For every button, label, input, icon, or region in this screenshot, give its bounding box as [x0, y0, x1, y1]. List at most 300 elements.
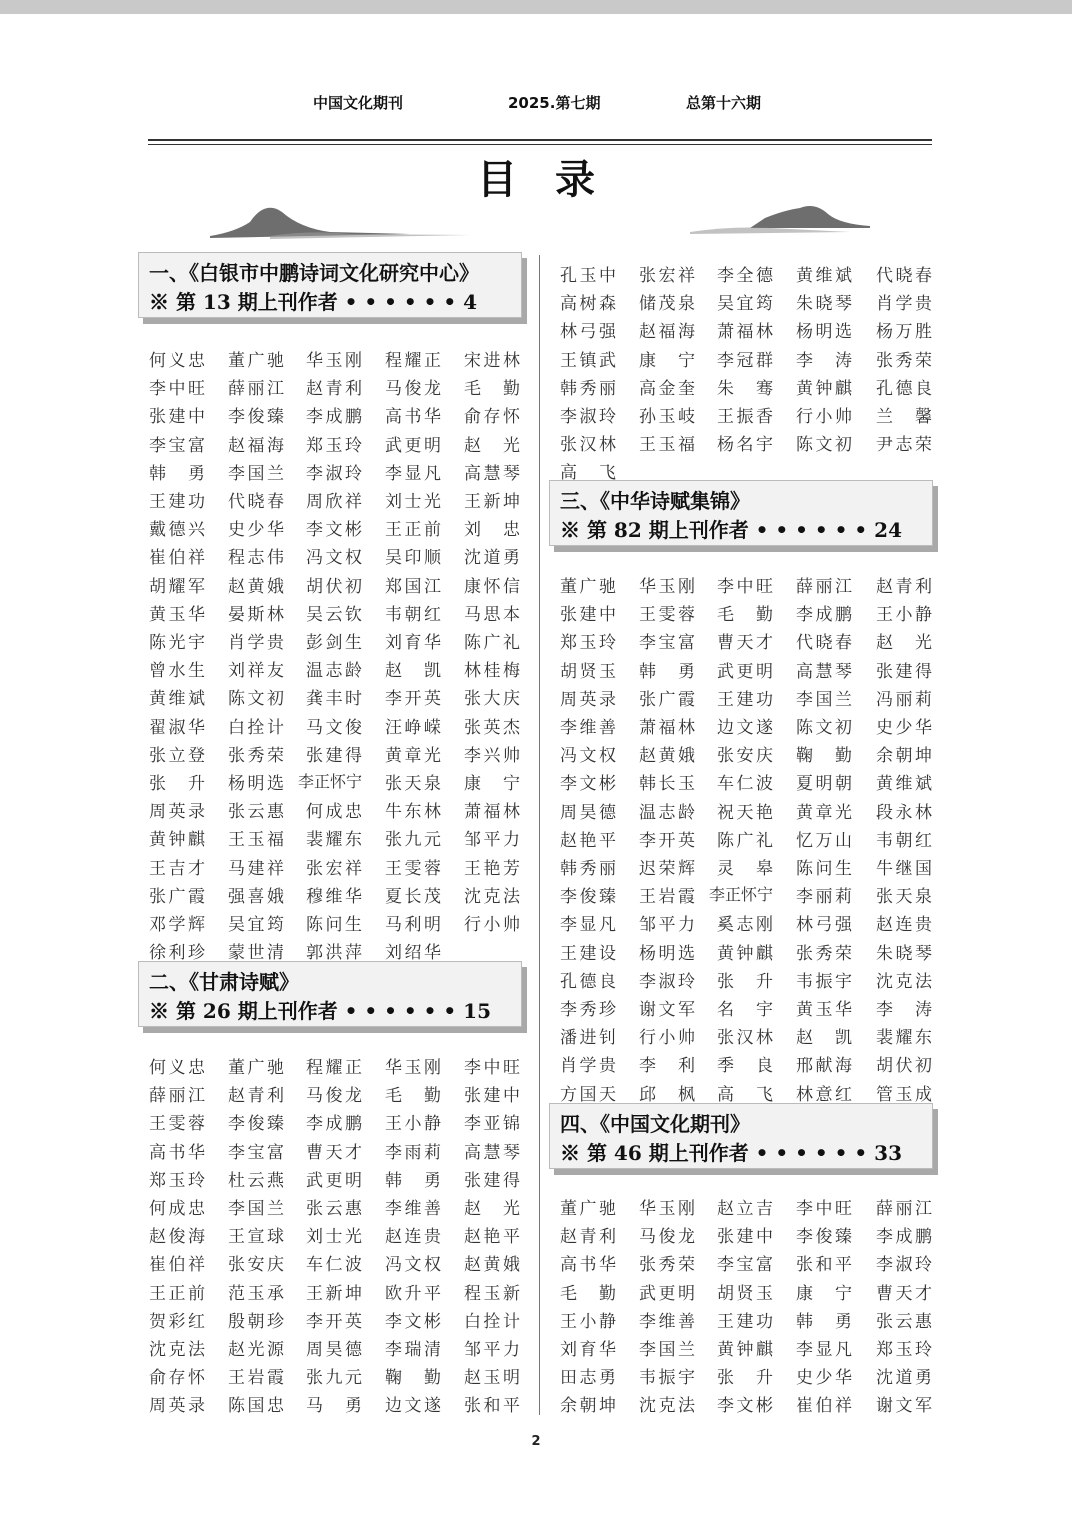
author-name: 赵 光 — [876, 633, 932, 654]
author-name: 王玉福 — [639, 435, 695, 456]
author-name: 王雯蓉 — [385, 858, 441, 879]
author-name: 王吉才 — [149, 858, 205, 879]
author-name: 邹平力 — [639, 915, 695, 936]
author-name: 周英录 — [149, 1396, 205, 1417]
section-title: 一、《白银市中鹏诗词文化研究中心》 — [149, 261, 479, 285]
author-name: 杨明选 — [796, 322, 852, 343]
author-name: 方国天 — [560, 1084, 616, 1105]
author-name: 车仁波 — [717, 774, 773, 795]
author-name: 李维善 — [639, 1311, 695, 1332]
author-name: 萧福林 — [717, 322, 773, 343]
header-rule — [148, 139, 932, 141]
author-name: 高 飞 — [717, 1084, 773, 1105]
author-name: 朱晓琴 — [876, 943, 932, 964]
author-name: 张云惠 — [306, 1199, 362, 1219]
author-name: 沈道勇 — [876, 1368, 932, 1389]
author-name: 张天泉 — [876, 887, 932, 908]
author-name: 程耀正 — [385, 351, 441, 371]
issue-label: 2025.第七期 — [508, 94, 601, 112]
author-name: 曾水生 — [149, 661, 205, 682]
author-name: 肖学贵 — [876, 294, 932, 315]
author-name: 韦振宇 — [796, 971, 852, 992]
journal-name: 中国文化期刊 — [313, 94, 404, 112]
author-name: 贺彩红 — [149, 1311, 205, 1332]
author-name: 黄钟麒 — [717, 1340, 773, 1360]
author-name: 华玉刚 — [385, 1058, 441, 1078]
author-name: 赵福海 — [639, 322, 695, 343]
author-name: 谢文军 — [639, 1000, 695, 1020]
top-bar — [0, 0, 1072, 14]
author-name: 周昊德 — [306, 1340, 362, 1360]
author-name: 毛 勤 — [464, 379, 520, 400]
author-name: 黄维斌 — [876, 774, 932, 795]
page-title: 目录 — [477, 156, 633, 203]
author-name: 马利明 — [385, 915, 441, 935]
author-name: 韦振宇 — [639, 1368, 695, 1389]
author-name: 薛丽江 — [876, 1199, 932, 1219]
author-name: 李文彬 — [306, 520, 362, 541]
author-name: 王雯蓉 — [149, 1114, 205, 1135]
author-name: 迟荣辉 — [639, 859, 695, 879]
author-name: 邹平力 — [464, 830, 520, 851]
author-name: 杜云燕 — [228, 1170, 284, 1191]
author-name: 王岩霞 — [228, 1368, 284, 1389]
author-name: 沈克法 — [464, 886, 520, 907]
author-name: 陈国忠 — [228, 1396, 284, 1417]
author-name: 张秀荣 — [639, 1255, 695, 1276]
section-title: 四、《中国文化期刊》 — [560, 1112, 750, 1136]
author-name: 李文彬 — [717, 1396, 773, 1417]
author-name: 张建得 — [306, 745, 362, 766]
author-name: 白拴计 — [464, 1311, 520, 1332]
author-name: 黄维斌 — [796, 266, 852, 286]
author-name: 马俊龙 — [306, 1086, 362, 1107]
author-name: 赵连贵 — [876, 915, 932, 936]
author-name: 胡伏初 — [306, 576, 362, 597]
section-subtitle: ※ 第 46 期上刊作者 • • • • • • 33 — [560, 1141, 902, 1165]
author-name: 赵 光 — [464, 1199, 520, 1219]
author-name: 赵立吉 — [717, 1199, 773, 1219]
author-name: 王岩霞 — [639, 887, 695, 908]
author-name: 张 升 — [717, 971, 773, 992]
author-name: 刘绍华 — [385, 943, 441, 964]
author-name: 白拴计 — [228, 717, 284, 738]
author-name: 曹天才 — [306, 1142, 362, 1163]
author-name: 温志龄 — [306, 661, 362, 682]
author-name: 季 良 — [717, 1056, 773, 1077]
author-name: 黄玉华 — [149, 604, 205, 625]
author-name: 赵光源 — [228, 1340, 284, 1360]
author-name: 翟淑华 — [149, 717, 205, 738]
author-name: 冯文权 — [385, 1255, 441, 1276]
author-name: 张建中 — [717, 1227, 773, 1248]
author-name: 黄钟麒 — [796, 378, 852, 399]
author-name: 孔德良 — [560, 971, 616, 992]
author-name: 高书华 — [149, 1142, 205, 1163]
author-name: 鞠 勤 — [385, 1368, 441, 1389]
author-name: 郑玉玲 — [306, 435, 362, 456]
author-name: 刘士光 — [306, 1227, 362, 1248]
author-name: 郑玉玲 — [560, 633, 616, 654]
author-name: 祝天艳 — [717, 802, 773, 823]
author-name: 薛丽江 — [796, 577, 852, 597]
author-name: 李俊臻 — [796, 1227, 852, 1248]
author-name: 陈问生 — [306, 915, 362, 935]
author-name: 李全德 — [717, 266, 773, 286]
author-name: 刘祥友 — [228, 661, 284, 682]
author-name: 李雨莉 — [385, 1142, 441, 1163]
author-name: 韦朝红 — [385, 604, 441, 625]
author-name: 李国兰 — [796, 689, 852, 710]
author-name: 王小静 — [385, 1114, 441, 1135]
page-header — [0, 92, 1072, 116]
author-name: 李淑玲 — [639, 971, 695, 992]
author-name: 李文彬 — [385, 1311, 441, 1332]
author-name: 胡贤玉 — [560, 661, 616, 682]
author-name: 吴印顺 — [385, 548, 441, 569]
author-name: 张建得 — [464, 1170, 520, 1191]
author-name: 车仁波 — [306, 1255, 362, 1276]
author-name: 张广霞 — [639, 689, 695, 710]
author-name: 灵 皋 — [717, 859, 773, 879]
author-name: 毛 勤 — [560, 1283, 616, 1304]
author-name: 沈道勇 — [464, 548, 520, 569]
author-name: 赵 凯 — [385, 661, 441, 682]
author-name: 孔玉中 — [560, 266, 616, 286]
author-name: 杨明选 — [228, 774, 284, 794]
author-name: 程志伟 — [228, 548, 284, 569]
author-name: 王建功 — [717, 689, 773, 710]
author-name: 程玉新 — [464, 1283, 520, 1304]
author-name: 李正怀宁 — [298, 772, 363, 791]
author-name: 管玉成 — [876, 1084, 932, 1105]
author-name: 武更明 — [639, 1283, 695, 1304]
author-name: 张宏祥 — [639, 266, 695, 286]
author-name: 李显凡 — [560, 915, 616, 936]
author-name: 陈文初 — [796, 435, 852, 456]
author-name: 赵青利 — [876, 577, 932, 597]
author-name: 张和平 — [464, 1396, 520, 1417]
author-name: 夏明朝 — [796, 774, 852, 795]
author-name: 崔伯祥 — [149, 1255, 205, 1276]
author-name: 张大庆 — [464, 689, 520, 710]
author-name: 代晓春 — [796, 633, 852, 654]
section-title: 二、《甘肃诗赋》 — [149, 970, 299, 994]
author-name: 曹天才 — [717, 633, 773, 654]
author-name: 张天泉 — [385, 774, 441, 794]
author-name: 黄钟麒 — [149, 830, 205, 851]
author-name: 朱晓琴 — [796, 294, 852, 315]
author-name: 邓学辉 — [149, 915, 205, 935]
author-name: 吴宜筠 — [717, 294, 773, 315]
author-name: 陈文初 — [228, 689, 284, 710]
author-name: 赵黄娥 — [464, 1255, 520, 1276]
author-name: 李中旺 — [717, 577, 773, 597]
author-name: 穆维华 — [306, 886, 362, 907]
author-name: 马俊龙 — [639, 1227, 695, 1248]
author-name: 郑国江 — [385, 576, 441, 597]
author-name: 周昊德 — [560, 802, 616, 823]
author-name: 王艳芳 — [464, 858, 520, 879]
author-name: 萧福林 — [639, 718, 695, 738]
author-name: 边文遂 — [385, 1396, 441, 1417]
author-name: 张和平 — [796, 1255, 852, 1276]
author-name: 高金奎 — [639, 378, 695, 399]
author-name: 谢文军 — [876, 1396, 932, 1417]
author-name: 张建中 — [464, 1086, 520, 1107]
author-name: 黄章光 — [796, 802, 852, 823]
column-divider — [539, 255, 540, 1415]
author-name: 夏长茂 — [385, 886, 441, 907]
author-name: 段永林 — [876, 802, 932, 823]
author-name: 武更明 — [306, 1170, 362, 1191]
author-name: 周英录 — [149, 802, 205, 823]
author-name: 周欣祥 — [306, 492, 362, 512]
author-name: 杨万胜 — [876, 322, 932, 343]
author-name: 边文遂 — [717, 718, 773, 738]
author-name: 李成鹏 — [796, 605, 852, 626]
author-name: 李维善 — [560, 718, 616, 738]
author-name: 裴耀东 — [876, 1028, 932, 1049]
author-name: 孔德良 — [876, 378, 932, 399]
author-name: 李中旺 — [796, 1199, 852, 1219]
author-name: 李兴帅 — [464, 745, 520, 766]
author-name: 华玉刚 — [639, 1199, 695, 1219]
author-name: 赵玉明 — [464, 1368, 520, 1389]
author-name: 萧福林 — [464, 802, 520, 823]
author-name: 张秀荣 — [796, 943, 852, 964]
author-name: 韩秀丽 — [560, 378, 616, 399]
author-name: 林意红 — [796, 1084, 852, 1105]
author-name: 王建设 — [560, 943, 616, 964]
author-name: 林弓强 — [796, 915, 852, 936]
author-name: 何成忠 — [306, 802, 362, 823]
author-name: 高 飞 — [560, 463, 616, 484]
author-name: 黄维斌 — [149, 689, 205, 710]
author-name: 华玉刚 — [306, 351, 362, 371]
author-name: 陈问生 — [796, 859, 852, 879]
author-name: 李俊臻 — [560, 887, 616, 908]
author-name: 韩 勇 — [796, 1311, 852, 1332]
author-name: 杨明选 — [639, 943, 695, 964]
author-name: 李成鹏 — [876, 1227, 932, 1248]
author-name: 赵青利 — [560, 1227, 616, 1248]
author-name: 武更明 — [717, 661, 773, 682]
author-name: 李俊臻 — [228, 407, 284, 428]
author-name: 王新坤 — [464, 492, 520, 512]
author-name: 张建得 — [876, 661, 932, 682]
author-name: 史少华 — [228, 520, 284, 541]
author-name: 张九元 — [385, 830, 441, 851]
author-name: 行小帅 — [464, 915, 520, 935]
author-name: 吴云钦 — [306, 604, 362, 625]
author-name: 张 升 — [717, 1368, 773, 1389]
author-name: 何成忠 — [149, 1199, 205, 1219]
author-name: 彭剑生 — [306, 633, 362, 653]
author-name: 李中旺 — [149, 379, 205, 400]
author-name: 康 宁 — [796, 1283, 852, 1304]
author-name: 董广驰 — [228, 1058, 284, 1078]
author-name: 牛东林 — [385, 802, 441, 823]
author-name: 赵黄娥 — [228, 576, 284, 597]
author-name: 李开英 — [306, 1311, 362, 1332]
author-name: 武更明 — [385, 435, 441, 456]
author-name: 李俊臻 — [228, 1114, 284, 1135]
author-name: 李 涛 — [876, 1000, 932, 1020]
author-name: 李维善 — [385, 1199, 441, 1219]
author-name: 高书华 — [385, 407, 441, 428]
section-subtitle: ※ 第 13 期上刊作者 • • • • • • 4 — [149, 290, 478, 314]
author-name: 马思本 — [464, 604, 520, 625]
author-name: 张汉林 — [717, 1028, 773, 1049]
author-name: 刘士光 — [385, 492, 441, 512]
author-name: 王小静 — [560, 1311, 616, 1332]
author-name: 黄钟麒 — [717, 943, 773, 964]
author-name: 董广驰 — [560, 577, 616, 597]
author-name: 王正前 — [385, 520, 441, 541]
author-name: 康 宁 — [639, 350, 695, 371]
author-name: 赵连贵 — [385, 1227, 441, 1248]
author-name: 殷朝珍 — [228, 1311, 284, 1332]
author-name: 曹天才 — [876, 1283, 932, 1304]
author-name: 李国兰 — [639, 1340, 695, 1360]
author-name: 张云惠 — [876, 1311, 932, 1332]
author-name: 李瑞清 — [385, 1340, 441, 1360]
author-name: 韩 勇 — [149, 463, 205, 484]
author-name: 沈克法 — [149, 1340, 205, 1360]
author-name: 李国兰 — [228, 463, 284, 484]
author-name: 龚丰时 — [306, 689, 362, 710]
author-name: 林桂梅 — [464, 661, 520, 682]
author-name: 温志龄 — [639, 802, 695, 823]
author-name: 李显凡 — [385, 463, 441, 484]
author-name: 华玉刚 — [639, 577, 695, 597]
author-name: 尹志荣 — [876, 435, 932, 456]
author-name: 毛 勤 — [717, 605, 773, 626]
author-name: 董广驰 — [560, 1199, 616, 1219]
author-name: 李亚锦 — [464, 1114, 520, 1135]
section-banner-1 — [138, 252, 522, 318]
author-name: 韩秀丽 — [560, 859, 616, 879]
author-name: 郑玉玲 — [876, 1340, 932, 1360]
author-name: 俞存怀 — [464, 407, 520, 428]
author-name: 毛 勤 — [385, 1086, 441, 1107]
author-name: 张秀荣 — [876, 350, 932, 371]
author-name: 忆万山 — [796, 830, 852, 851]
author-name: 余朝坤 — [560, 1396, 616, 1417]
author-name: 李宝富 — [228, 1142, 284, 1163]
author-name: 高慧琴 — [464, 1142, 520, 1163]
author-name: 行小帅 — [639, 1028, 695, 1049]
author-name: 张安庆 — [717, 746, 773, 767]
header-rule-thin — [148, 144, 932, 145]
author-name: 李秀珍 — [560, 1000, 616, 1020]
author-name: 周英录 — [560, 689, 616, 710]
section-title: 三、《中华诗赋集锦》 — [560, 489, 750, 513]
author-name: 马建祥 — [228, 858, 284, 879]
author-name: 韩 勇 — [639, 661, 695, 682]
author-name: 高书华 — [560, 1255, 616, 1276]
section-banner-4 — [549, 1103, 933, 1169]
author-name: 黄章光 — [385, 745, 441, 766]
author-name: 李 利 — [639, 1056, 695, 1077]
author-name: 汪峥嵘 — [385, 717, 441, 738]
author-name: 冯文权 — [560, 746, 616, 767]
author-name: 刘育华 — [560, 1340, 616, 1360]
author-name: 裴耀东 — [306, 830, 362, 851]
author-name: 杨名宇 — [717, 435, 773, 456]
author-name: 张建中 — [149, 407, 205, 428]
author-name: 史少华 — [876, 718, 932, 738]
author-name: 马 勇 — [306, 1396, 362, 1417]
author-name: 陈广礼 — [717, 830, 773, 851]
author-name: 张九元 — [306, 1368, 362, 1389]
author-name: 余朝坤 — [876, 746, 932, 767]
author-name: 董广驰 — [228, 351, 284, 371]
author-name: 郑玉玲 — [149, 1170, 205, 1191]
author-name: 范玉承 — [228, 1283, 284, 1304]
author-name: 赵黄娥 — [639, 746, 695, 767]
author-name: 韦朝红 — [876, 830, 932, 851]
author-name: 李丽莉 — [796, 887, 852, 908]
author-name: 欧升平 — [385, 1283, 441, 1304]
author-name: 肖学贵 — [228, 633, 284, 653]
author-name: 田志勇 — [560, 1368, 616, 1389]
author-name: 赵青利 — [306, 379, 362, 400]
author-name: 徐利珍 — [149, 943, 205, 964]
author-name: 陈光宇 — [149, 633, 205, 653]
author-name: 李冠群 — [717, 350, 773, 371]
author-name: 李成鹏 — [306, 1114, 362, 1135]
ink-mountain-decoration — [210, 192, 870, 244]
author-name: 韩 勇 — [385, 1170, 441, 1191]
author-name: 代晓春 — [876, 266, 932, 286]
author-name: 李淑玲 — [876, 1255, 932, 1276]
author-name: 高树森 — [560, 294, 616, 315]
author-name: 陈文初 — [796, 718, 852, 738]
author-name: 何义忠 — [149, 1058, 205, 1078]
author-name: 邹平力 — [464, 1340, 520, 1360]
author-name: 刘育华 — [385, 633, 441, 653]
author-name: 张 升 — [149, 774, 205, 794]
author-name: 潘进钊 — [560, 1028, 616, 1049]
section-banner-2 — [138, 961, 522, 1027]
author-name: 赵福海 — [228, 435, 284, 456]
author-name: 林弓强 — [560, 322, 616, 343]
author-name: 崔伯祥 — [796, 1396, 852, 1417]
author-name: 肖学贵 — [560, 1056, 616, 1077]
author-name: 戴德兴 — [149, 520, 205, 541]
author-name: 薛丽江 — [228, 379, 284, 400]
author-name: 王新坤 — [306, 1283, 362, 1304]
author-name: 晏斯林 — [228, 604, 284, 625]
author-name: 冯文权 — [306, 548, 362, 569]
author-name: 王雯蓉 — [639, 605, 695, 626]
author-name: 奚志刚 — [717, 915, 773, 936]
author-name: 吴宜筠 — [228, 915, 284, 935]
author-name: 沈克法 — [876, 971, 932, 992]
author-name: 王正前 — [149, 1283, 205, 1304]
author-name: 李正怀宁 — [709, 885, 774, 905]
author-name: 张立登 — [149, 745, 205, 766]
author-name: 赵 凯 — [796, 1028, 852, 1049]
author-name: 行小帅 — [796, 407, 852, 427]
author-name: 陈广礼 — [464, 633, 520, 653]
author-name: 张英杰 — [464, 717, 520, 738]
author-name: 张汉林 — [560, 435, 616, 456]
author-name: 薛丽江 — [149, 1086, 205, 1107]
author-name: 赵艳平 — [560, 830, 616, 851]
